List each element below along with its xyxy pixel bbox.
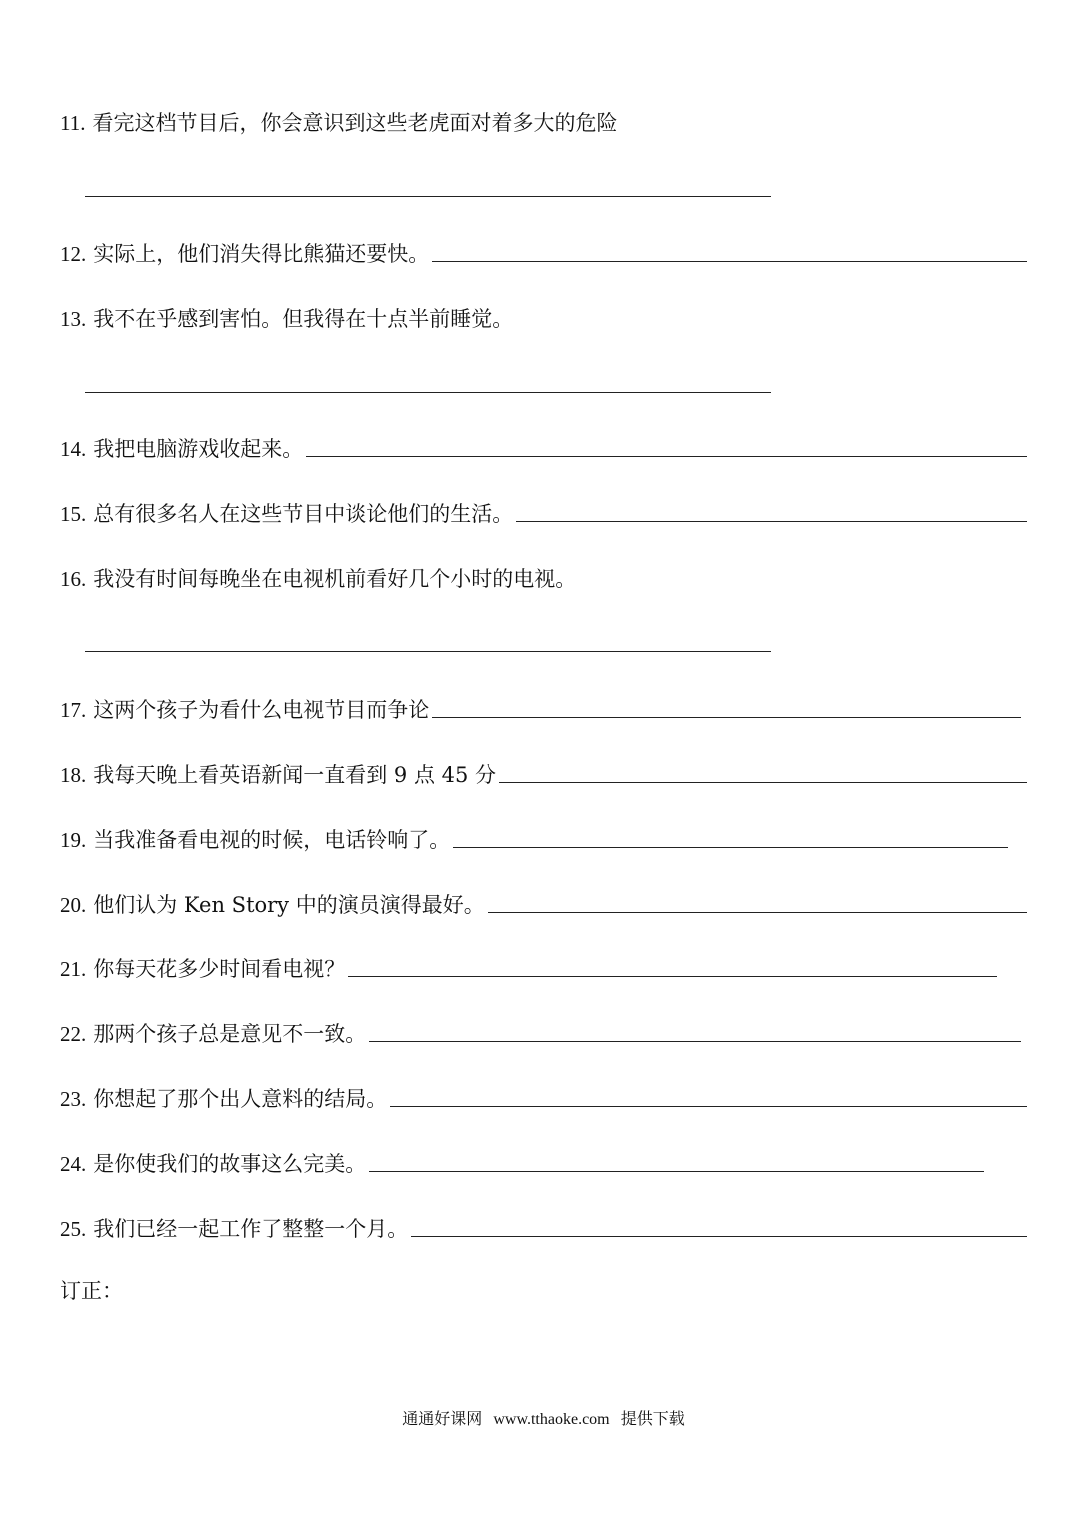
question-20 <box>60 888 1027 918</box>
footer-url[interactable]: www.tthaoke.com <box>493 1411 610 1428</box>
footer-suffix: 提供下载 <box>620 1409 685 1428</box>
answer-line[interactable] <box>348 976 997 977</box>
question-text: 那两个孩子总是意见不一致。 <box>93 1022 367 1046</box>
question-number: 18. <box>60 763 87 787</box>
question-number: 15. <box>60 502 87 526</box>
question-text: 我们已经一起工作了整整一个月。 <box>93 1217 409 1241</box>
answer-line[interactable] <box>499 782 1027 783</box>
question-16 <box>60 562 1027 592</box>
question-text: 我每天晚上看英语新闻一直看到 9 点 45 分 <box>93 763 497 787</box>
answer-line[interactable] <box>390 1106 1027 1107</box>
question-number: 16. <box>60 567 87 591</box>
footer-site-name: 通通好课网 <box>402 1409 483 1428</box>
question-11 <box>60 106 1027 136</box>
answer-line[interactable] <box>306 456 1027 457</box>
question-number: 19. <box>60 828 87 852</box>
answer-line[interactable] <box>85 651 771 652</box>
answer-line[interactable] <box>488 912 1027 913</box>
answer-line[interactable] <box>85 392 771 393</box>
footer <box>0 1408 1087 1431</box>
answer-line[interactable] <box>432 261 1027 262</box>
question-text: 当我准备看电视的时候，电话铃响了。 <box>93 828 451 852</box>
question-22 <box>60 1017 1021 1047</box>
answer-line[interactable] <box>85 196 771 197</box>
question-text: 我把电脑游戏收起来。 <box>93 437 304 461</box>
question-number: 14. <box>60 437 87 461</box>
question-text: 你每天花多少时间看电视？ <box>93 957 346 981</box>
question-13 <box>60 302 1027 332</box>
answer-line[interactable] <box>369 1041 1021 1042</box>
answer-line[interactable] <box>432 717 1021 718</box>
answer-line[interactable] <box>516 521 1027 522</box>
question-number: 23. <box>60 1087 87 1111</box>
question-text: 你想起了那个出人意料的结局。 <box>93 1087 388 1111</box>
question-number: 13. <box>60 307 87 331</box>
question-text: 他们认为 Ken Story 中的演员演得最好。 <box>93 893 485 917</box>
question-14 <box>60 432 1027 462</box>
question-number: 21. <box>60 957 87 981</box>
question-12 <box>60 237 1027 267</box>
question-text: 我没有时间每晚坐在电视机前看好几个小时的电视。 <box>93 567 577 591</box>
question-number: 12. <box>60 242 87 266</box>
question-21 <box>60 952 997 982</box>
question-15 <box>60 497 1027 527</box>
question-number: 11. <box>60 111 86 135</box>
question-25 <box>60 1212 1027 1242</box>
question-17 <box>60 693 1021 723</box>
question-23 <box>60 1082 1027 1112</box>
question-text: 看完这档节目后，你会意识到这些老虎面对着多大的危险 <box>92 111 618 135</box>
question-text: 总有很多名人在这些节目中谈论他们的生活。 <box>93 502 514 526</box>
question-text: 实际上，他们消失得比熊猫还要快。 <box>93 242 430 266</box>
question-text: 这两个孩子为看什么电视节目而争论 <box>93 698 430 722</box>
question-number: 25. <box>60 1217 87 1241</box>
question-19 <box>60 823 1008 853</box>
question-number: 24. <box>60 1152 87 1176</box>
correction-label: 订正： <box>60 1279 123 1303</box>
answer-line[interactable] <box>453 847 1008 848</box>
question-18 <box>60 758 1027 788</box>
question-number: 22. <box>60 1022 87 1046</box>
question-24 <box>60 1147 984 1177</box>
answer-line[interactable] <box>369 1171 984 1172</box>
question-number: 17. <box>60 698 87 722</box>
answer-line[interactable] <box>411 1236 1027 1237</box>
question-text: 我不在乎感到害怕。但我得在十点半前睡觉。 <box>93 307 514 331</box>
question-text: 是你使我们的故事这么完美。 <box>93 1152 367 1176</box>
question-number: 20. <box>60 893 87 917</box>
